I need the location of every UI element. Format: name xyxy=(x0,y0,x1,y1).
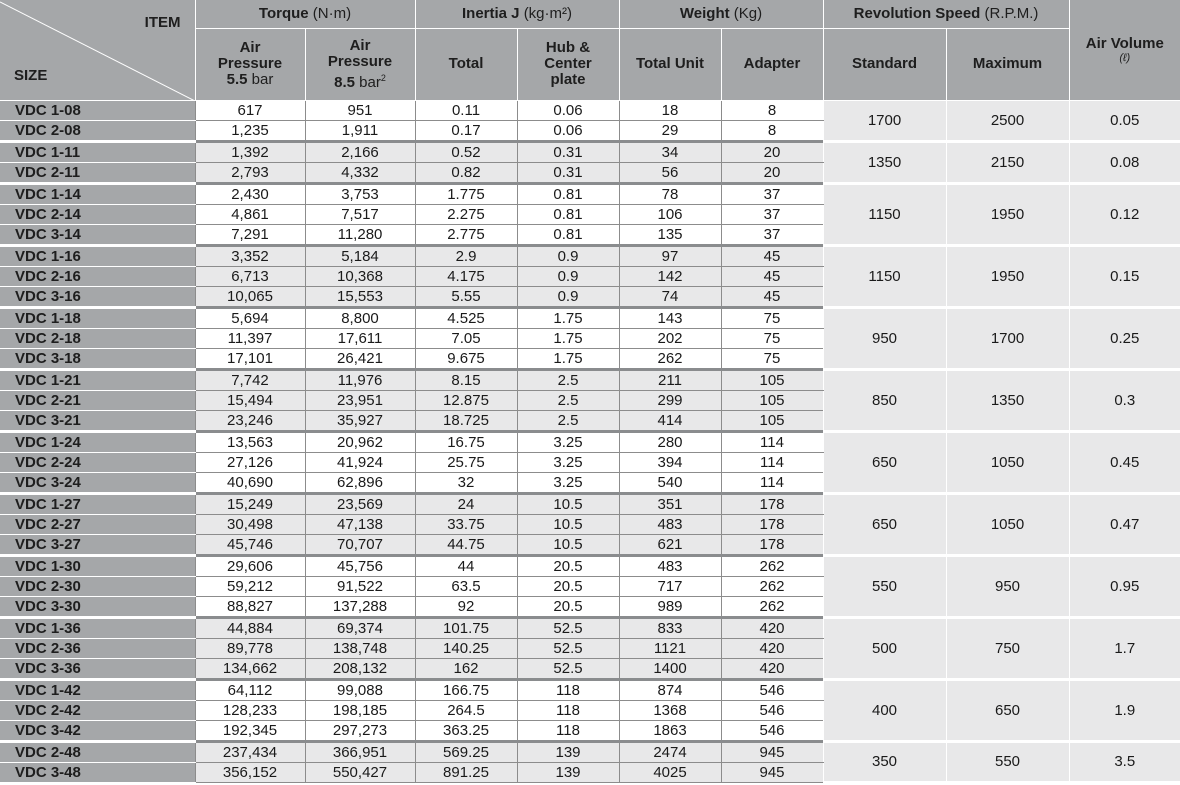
value-cell-w-adapter: 178 xyxy=(721,514,823,534)
value-cell-t85: 5,184 xyxy=(305,245,415,266)
value-cell-j-total: 5.55 xyxy=(415,286,517,307)
value-cell-j-hub: 0.81 xyxy=(517,224,619,245)
value-cell-j-hub: 0.81 xyxy=(517,204,619,224)
value-cell-j-hub: 0.9 xyxy=(517,245,619,266)
speed-standard-cell: 950 xyxy=(823,307,946,369)
value-cell-j-total: 2.275 xyxy=(415,204,517,224)
air-volume-cell: 3.5 xyxy=(1069,741,1180,782)
inertia-hub-header: Hub & Center plate xyxy=(517,28,619,100)
size-cell: VDC 1-30 xyxy=(0,555,195,576)
value-cell-j-hub: 20.5 xyxy=(517,576,619,596)
value-cell-w-adapter: 114 xyxy=(721,472,823,493)
size-cell: VDC 1-16 xyxy=(0,245,195,266)
size-cell: VDC 2-36 xyxy=(0,638,195,658)
value-cell-w-total: 2474 xyxy=(619,741,721,762)
value-cell-j-hub: 0.9 xyxy=(517,266,619,286)
value-cell-j-total: 18.725 xyxy=(415,410,517,431)
value-cell-j-hub: 2.5 xyxy=(517,390,619,410)
value-cell-t55: 88,827 xyxy=(195,596,305,617)
speed-standard-cell: 1350 xyxy=(823,141,946,183)
table-row xyxy=(0,183,1180,204)
value-cell-t55: 15,494 xyxy=(195,390,305,410)
value-cell-t85: 11,280 xyxy=(305,224,415,245)
value-cell-j-hub: 118 xyxy=(517,700,619,720)
air-volume-cell: 0.95 xyxy=(1069,555,1180,617)
value-cell-w-total: 1368 xyxy=(619,700,721,720)
air-volume-cell: 0.3 xyxy=(1069,369,1180,431)
value-cell-t85: 951 xyxy=(305,100,415,120)
value-cell-w-adapter: 45 xyxy=(721,245,823,266)
speed-maximum-cell: 950 xyxy=(946,555,1069,617)
value-cell-j-total: 12.875 xyxy=(415,390,517,410)
speed-maximum-cell: 550 xyxy=(946,741,1069,782)
value-cell-t85: 11,976 xyxy=(305,369,415,390)
value-cell-j-hub: 3.25 xyxy=(517,431,619,452)
value-cell-w-total: 18 xyxy=(619,100,721,120)
size-cell: VDC 2-18 xyxy=(0,328,195,348)
value-cell-w-total: 143 xyxy=(619,307,721,328)
value-cell-t85: 10,368 xyxy=(305,266,415,286)
value-cell-j-total: 16.75 xyxy=(415,431,517,452)
value-cell-j-hub: 1.75 xyxy=(517,307,619,328)
table-header xyxy=(0,0,1180,100)
value-cell-w-adapter: 105 xyxy=(721,410,823,431)
table-row xyxy=(0,307,1180,328)
size-cell: VDC 3-18 xyxy=(0,348,195,369)
value-cell-t85: 99,088 xyxy=(305,679,415,700)
value-cell-w-total: 4025 xyxy=(619,762,721,782)
value-cell-j-total: 9.675 xyxy=(415,348,517,369)
value-cell-j-total: 140.25 xyxy=(415,638,517,658)
value-cell-j-hub: 1.75 xyxy=(517,328,619,348)
size-cell: VDC 1-36 xyxy=(0,617,195,638)
size-cell: VDC 1-08 xyxy=(0,100,195,120)
value-cell-w-adapter: 546 xyxy=(721,700,823,720)
air-volume-cell: 0.47 xyxy=(1069,493,1180,555)
value-cell-j-total: 0.52 xyxy=(415,141,517,162)
speed-maximum-cell: 750 xyxy=(946,617,1069,679)
value-cell-j-hub: 0.31 xyxy=(517,162,619,183)
value-cell-w-total: 414 xyxy=(619,410,721,431)
value-cell-w-total: 1400 xyxy=(619,658,721,679)
value-cell-j-hub: 0.06 xyxy=(517,120,619,141)
value-cell-j-total: 4.525 xyxy=(415,307,517,328)
size-cell: VDC 3-14 xyxy=(0,224,195,245)
value-cell-j-hub: 118 xyxy=(517,679,619,700)
size-cell: VDC 1-18 xyxy=(0,307,195,328)
value-cell-j-total: 63.5 xyxy=(415,576,517,596)
size-cell: VDC 1-21 xyxy=(0,369,195,390)
value-cell-j-hub: 52.5 xyxy=(517,638,619,658)
value-cell-t55: 128,233 xyxy=(195,700,305,720)
value-cell-w-total: 202 xyxy=(619,328,721,348)
speed-maximum-cell: 650 xyxy=(946,679,1069,741)
value-cell-j-hub: 52.5 xyxy=(517,658,619,679)
speed-standard-cell: 500 xyxy=(823,617,946,679)
size-cell: VDC 2-08 xyxy=(0,120,195,141)
value-cell-w-total: 717 xyxy=(619,576,721,596)
value-cell-t85: 23,951 xyxy=(305,390,415,410)
value-cell-j-total: 25.75 xyxy=(415,452,517,472)
value-cell-w-adapter: 75 xyxy=(721,348,823,369)
value-cell-j-hub: 0.9 xyxy=(517,286,619,307)
value-cell-w-total: 989 xyxy=(619,596,721,617)
value-cell-j-total: 0.11 xyxy=(415,100,517,120)
value-cell-t55: 3,352 xyxy=(195,245,305,266)
value-cell-t85: 70,707 xyxy=(305,534,415,555)
value-cell-t85: 69,374 xyxy=(305,617,415,638)
size-cell: VDC 1-14 xyxy=(0,183,195,204)
value-cell-t85: 1,911 xyxy=(305,120,415,141)
size-cell: VDC 3-27 xyxy=(0,534,195,555)
size-cell: VDC 1-42 xyxy=(0,679,195,700)
value-cell-j-total: 0.17 xyxy=(415,120,517,141)
value-cell-w-total: 833 xyxy=(619,617,721,638)
value-cell-t55: 237,434 xyxy=(195,741,305,762)
value-cell-t55: 1,235 xyxy=(195,120,305,141)
value-cell-j-hub: 0.81 xyxy=(517,183,619,204)
value-cell-w-adapter: 546 xyxy=(721,679,823,700)
value-cell-j-total: 569.25 xyxy=(415,741,517,762)
value-cell-t55: 15,249 xyxy=(195,493,305,514)
value-cell-t85: 137,288 xyxy=(305,596,415,617)
value-cell-t85: 3,753 xyxy=(305,183,415,204)
size-cell: VDC 3-24 xyxy=(0,472,195,493)
value-cell-t55: 89,778 xyxy=(195,638,305,658)
value-cell-t85: 138,748 xyxy=(305,638,415,658)
value-cell-t85: 7,517 xyxy=(305,204,415,224)
value-cell-j-total: 101.75 xyxy=(415,617,517,638)
value-cell-j-hub: 52.5 xyxy=(517,617,619,638)
value-cell-w-adapter: 37 xyxy=(721,224,823,245)
value-cell-t55: 17,101 xyxy=(195,348,305,369)
value-cell-w-adapter: 20 xyxy=(721,162,823,183)
value-cell-j-total: 2.775 xyxy=(415,224,517,245)
size-cell: VDC 2-21 xyxy=(0,390,195,410)
value-cell-w-total: 874 xyxy=(619,679,721,700)
size-cell: VDC 2-16 xyxy=(0,266,195,286)
value-cell-w-adapter: 8 xyxy=(721,100,823,120)
size-cell: VDC 2-27 xyxy=(0,514,195,534)
value-cell-t85: 91,522 xyxy=(305,576,415,596)
speed-standard-cell: 650 xyxy=(823,493,946,555)
value-cell-w-adapter: 945 xyxy=(721,762,823,782)
value-cell-w-adapter: 45 xyxy=(721,266,823,286)
value-cell-t55: 45,746 xyxy=(195,534,305,555)
torque-header: Torque (N·m) xyxy=(195,0,415,28)
table-row xyxy=(0,679,1180,700)
speed-maximum-header: Maximum xyxy=(946,28,1069,100)
value-cell-j-hub: 20.5 xyxy=(517,555,619,576)
value-cell-t55: 2,430 xyxy=(195,183,305,204)
value-cell-w-adapter: 420 xyxy=(721,658,823,679)
speed-maximum-cell: 2500 xyxy=(946,100,1069,141)
size-cell: VDC 3-30 xyxy=(0,596,195,617)
value-cell-t85: 8,800 xyxy=(305,307,415,328)
size-cell: VDC 1-11 xyxy=(0,141,195,162)
value-cell-j-hub: 0.06 xyxy=(517,100,619,120)
table-row xyxy=(0,741,1180,762)
air-volume-cell: 1.9 xyxy=(1069,679,1180,741)
weight-header: Weight (Kg) xyxy=(619,0,823,28)
value-cell-t55: 7,742 xyxy=(195,369,305,390)
value-cell-w-total: 1863 xyxy=(619,720,721,741)
speed-standard-cell: 400 xyxy=(823,679,946,741)
size-cell: VDC 2-42 xyxy=(0,700,195,720)
value-cell-t85: 47,138 xyxy=(305,514,415,534)
value-cell-w-adapter: 262 xyxy=(721,555,823,576)
size-cell: VDC 1-24 xyxy=(0,431,195,452)
value-cell-t55: 10,065 xyxy=(195,286,305,307)
value-cell-t85: 550,427 xyxy=(305,762,415,782)
value-cell-t55: 134,662 xyxy=(195,658,305,679)
value-cell-t55: 11,397 xyxy=(195,328,305,348)
speed-maximum-cell: 1050 xyxy=(946,493,1069,555)
value-cell-t85: 17,611 xyxy=(305,328,415,348)
value-cell-j-total: 33.75 xyxy=(415,514,517,534)
value-cell-w-total: 540 xyxy=(619,472,721,493)
value-cell-t55: 44,884 xyxy=(195,617,305,638)
value-cell-j-total: 44.75 xyxy=(415,534,517,555)
table-body xyxy=(0,100,1180,782)
value-cell-t55: 1,392 xyxy=(195,141,305,162)
value-cell-j-total: 8.15 xyxy=(415,369,517,390)
value-cell-t85: 45,756 xyxy=(305,555,415,576)
value-cell-j-total: 32 xyxy=(415,472,517,493)
value-cell-w-total: 621 xyxy=(619,534,721,555)
size-cell: VDC 3-21 xyxy=(0,410,195,431)
value-cell-w-adapter: 420 xyxy=(721,617,823,638)
value-cell-j-total: 363.25 xyxy=(415,720,517,741)
table-row xyxy=(0,555,1180,576)
value-cell-t55: 6,713 xyxy=(195,266,305,286)
speed-standard-cell: 650 xyxy=(823,431,946,493)
value-cell-t85: 41,924 xyxy=(305,452,415,472)
value-cell-t85: 62,896 xyxy=(305,472,415,493)
speed-standard-cell: 850 xyxy=(823,369,946,431)
value-cell-j-total: 44 xyxy=(415,555,517,576)
size-label: SIZE xyxy=(14,66,48,84)
value-cell-w-total: 74 xyxy=(619,286,721,307)
value-cell-t55: 64,112 xyxy=(195,679,305,700)
speed-header: Revolution Speed (R.P.M.) xyxy=(823,0,1069,28)
value-cell-t85: 2,166 xyxy=(305,141,415,162)
value-cell-w-total: 78 xyxy=(619,183,721,204)
value-cell-w-adapter: 114 xyxy=(721,431,823,452)
speed-maximum-cell: 1350 xyxy=(946,369,1069,431)
inertia-header: Inertia J (kg·m²) xyxy=(415,0,619,28)
value-cell-w-total: 135 xyxy=(619,224,721,245)
value-cell-j-hub: 2.5 xyxy=(517,369,619,390)
value-cell-j-total: 2.9 xyxy=(415,245,517,266)
value-cell-t85: 4,332 xyxy=(305,162,415,183)
speed-standard-cell: 1700 xyxy=(823,100,946,141)
value-cell-t55: 7,291 xyxy=(195,224,305,245)
value-cell-w-adapter: 37 xyxy=(721,183,823,204)
value-cell-w-total: 394 xyxy=(619,452,721,472)
speed-standard-cell: 550 xyxy=(823,555,946,617)
value-cell-j-hub: 139 xyxy=(517,741,619,762)
value-cell-j-hub: 3.25 xyxy=(517,472,619,493)
value-cell-w-total: 483 xyxy=(619,514,721,534)
value-cell-w-total: 34 xyxy=(619,141,721,162)
value-cell-w-adapter: 262 xyxy=(721,576,823,596)
value-cell-t85: 15,553 xyxy=(305,286,415,307)
value-cell-j-total: 4.175 xyxy=(415,266,517,286)
value-cell-w-total: 1121 xyxy=(619,638,721,658)
value-cell-w-total: 280 xyxy=(619,431,721,452)
speed-maximum-cell: 1700 xyxy=(946,307,1069,369)
air-volume-cell: 0.25 xyxy=(1069,307,1180,369)
value-cell-w-adapter: 945 xyxy=(721,741,823,762)
size-cell: VDC 2-14 xyxy=(0,204,195,224)
item-label: ITEM xyxy=(144,14,181,31)
value-cell-j-hub: 118 xyxy=(517,720,619,741)
value-cell-t85: 23,569 xyxy=(305,493,415,514)
value-cell-j-total: 24 xyxy=(415,493,517,514)
value-cell-w-adapter: 178 xyxy=(721,534,823,555)
value-cell-t55: 5,694 xyxy=(195,307,305,328)
torque-85-header: Air Pressure 8.5 bar$^2$ xyxy=(305,28,415,100)
value-cell-t85: 366,951 xyxy=(305,741,415,762)
value-cell-j-hub: 2.5 xyxy=(517,410,619,431)
value-cell-t55: 23,246 xyxy=(195,410,305,431)
size-cell: VDC 3-16 xyxy=(0,286,195,307)
value-cell-w-adapter: 45 xyxy=(721,286,823,307)
value-cell-w-adapter: 75 xyxy=(721,328,823,348)
value-cell-w-total: 106 xyxy=(619,204,721,224)
item-size-corner xyxy=(0,0,195,100)
table-row xyxy=(0,431,1180,452)
size-cell: VDC 2-11 xyxy=(0,162,195,183)
table-row xyxy=(0,141,1180,162)
size-cell: VDC 2-24 xyxy=(0,452,195,472)
size-cell: VDC 3-36 xyxy=(0,658,195,679)
table-row xyxy=(0,617,1180,638)
value-cell-t55: 2,793 xyxy=(195,162,305,183)
value-cell-j-total: 7.05 xyxy=(415,328,517,348)
table-row xyxy=(0,245,1180,266)
speed-maximum-cell: 1950 xyxy=(946,183,1069,245)
inertia-total-header: Total xyxy=(415,28,517,100)
value-cell-j-hub: 20.5 xyxy=(517,596,619,617)
value-cell-w-total: 29 xyxy=(619,120,721,141)
size-cell: VDC 3-48 xyxy=(0,762,195,782)
value-cell-t55: 13,563 xyxy=(195,431,305,452)
value-cell-j-hub: 10.5 xyxy=(517,534,619,555)
value-cell-j-hub: 1.75 xyxy=(517,348,619,369)
value-cell-w-total: 483 xyxy=(619,555,721,576)
air-volume-cell: 0.05 xyxy=(1069,100,1180,141)
value-cell-w-adapter: 420 xyxy=(721,638,823,658)
value-cell-t55: 27,126 xyxy=(195,452,305,472)
table-row xyxy=(0,100,1180,120)
air-volume-cell: 0.15 xyxy=(1069,245,1180,307)
value-cell-w-adapter: 546 xyxy=(721,720,823,741)
value-cell-t55: 29,606 xyxy=(195,555,305,576)
speed-standard-cell: 1150 xyxy=(823,183,946,245)
value-cell-w-adapter: 8 xyxy=(721,120,823,141)
value-cell-t55: 617 xyxy=(195,100,305,120)
value-cell-t85: 198,185 xyxy=(305,700,415,720)
value-cell-w-adapter: 105 xyxy=(721,390,823,410)
air-volume-cell: 0.12 xyxy=(1069,183,1180,245)
value-cell-w-total: 211 xyxy=(619,369,721,390)
table-row xyxy=(0,369,1180,390)
air-volume-header: Air Volume (ℓ) xyxy=(1069,0,1180,100)
value-cell-t55: 356,152 xyxy=(195,762,305,782)
value-cell-j-total: 92 xyxy=(415,596,517,617)
torque-55-header: Air Pressure 5.5 bar xyxy=(195,28,305,100)
speed-maximum-cell: 1050 xyxy=(946,431,1069,493)
value-cell-w-adapter: 178 xyxy=(721,493,823,514)
value-cell-w-total: 142 xyxy=(619,266,721,286)
value-cell-w-adapter: 20 xyxy=(721,141,823,162)
value-cell-w-total: 56 xyxy=(619,162,721,183)
table-row xyxy=(0,493,1180,514)
value-cell-j-hub: 3.25 xyxy=(517,452,619,472)
weight-adapter-header: Adapter xyxy=(721,28,823,100)
value-cell-j-hub: 10.5 xyxy=(517,514,619,534)
value-cell-w-total: 351 xyxy=(619,493,721,514)
value-cell-w-total: 262 xyxy=(619,348,721,369)
air-volume-cell: 1.7 xyxy=(1069,617,1180,679)
value-cell-t55: 40,690 xyxy=(195,472,305,493)
value-cell-t55: 4,861 xyxy=(195,204,305,224)
size-cell: VDC 2-30 xyxy=(0,576,195,596)
value-cell-t85: 35,927 xyxy=(305,410,415,431)
value-cell-j-hub: 0.31 xyxy=(517,141,619,162)
speed-standard-header: Standard xyxy=(823,28,946,100)
value-cell-t55: 192,345 xyxy=(195,720,305,741)
value-cell-j-total: 1.775 xyxy=(415,183,517,204)
value-cell-t85: 26,421 xyxy=(305,348,415,369)
value-cell-w-adapter: 37 xyxy=(721,204,823,224)
value-cell-w-adapter: 75 xyxy=(721,307,823,328)
value-cell-t85: 208,132 xyxy=(305,658,415,679)
value-cell-j-total: 0.82 xyxy=(415,162,517,183)
value-cell-w-adapter: 114 xyxy=(721,452,823,472)
speed-maximum-cell: 1950 xyxy=(946,245,1069,307)
size-cell: VDC 2-48 xyxy=(0,741,195,762)
value-cell-j-hub: 139 xyxy=(517,762,619,782)
value-cell-w-total: 299 xyxy=(619,390,721,410)
value-cell-j-total: 166.75 xyxy=(415,679,517,700)
value-cell-j-total: 891.25 xyxy=(415,762,517,782)
value-cell-w-adapter: 105 xyxy=(721,369,823,390)
value-cell-j-hub: 10.5 xyxy=(517,493,619,514)
weight-total-header: Total Unit xyxy=(619,28,721,100)
speed-maximum-cell: 2150 xyxy=(946,141,1069,183)
value-cell-t85: 20,962 xyxy=(305,431,415,452)
speed-standard-cell: 350 xyxy=(823,741,946,782)
value-cell-w-adapter: 262 xyxy=(721,596,823,617)
value-cell-w-total: 97 xyxy=(619,245,721,266)
size-cell: VDC 3-42 xyxy=(0,720,195,741)
air-volume-cell: 0.08 xyxy=(1069,141,1180,183)
speed-standard-cell: 1150 xyxy=(823,245,946,307)
value-cell-t85: 297,273 xyxy=(305,720,415,741)
air-volume-cell: 0.45 xyxy=(1069,431,1180,493)
value-cell-j-total: 162 xyxy=(415,658,517,679)
value-cell-t55: 59,212 xyxy=(195,576,305,596)
value-cell-j-total: 264.5 xyxy=(415,700,517,720)
size-cell: VDC 1-27 xyxy=(0,493,195,514)
value-cell-t55: 30,498 xyxy=(195,514,305,534)
